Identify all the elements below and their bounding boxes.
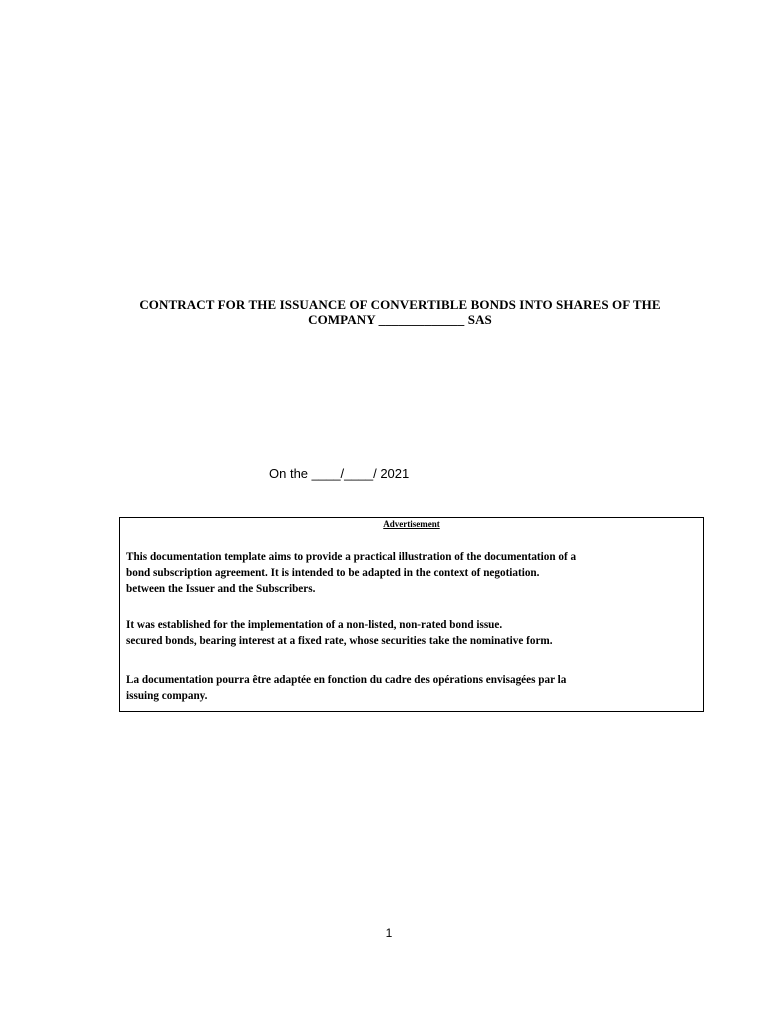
- notice-paragraph-3-line-2: issuing company.: [126, 690, 208, 702]
- document-title-line-2: COMPANY _____________ SAS: [308, 312, 492, 327]
- notice-paragraph-1: [126, 549, 686, 597]
- document-title: [80, 297, 720, 327]
- notice-paragraph-2-line-1: It was established for the implementation of a non-listed, non-rated bond issue.: [126, 619, 503, 631]
- advertisement-notice-box: [119, 517, 704, 712]
- notice-paragraph-1-line-1: This documentation template aims to provide a practical illustration of the documentation of a: [126, 551, 577, 563]
- notice-heading: Advertisement: [383, 519, 440, 529]
- notice-paragraph-2-line-2: secured bonds, bearing interest at a fixed rate, whose securities take the nominative form.: [126, 635, 553, 647]
- notice-paragraph-1-line-2: bond subscription agreement. It is intended to be adapted in the context of negotiation.: [126, 567, 540, 579]
- notice-paragraph-3: [126, 672, 686, 704]
- notice-paragraph-1-line-3: between the Issuer and the Subscribers.: [126, 583, 316, 595]
- notice-paragraph-2: [126, 617, 686, 649]
- date-line: On the ____/____/ 2021: [269, 466, 410, 481]
- page-number: 1: [385, 926, 393, 940]
- notice-paragraph-3-line-1: La documentation pourra être adaptée en fonction du cadre des opérations envisagées par la: [126, 674, 567, 686]
- document-title-line-1: CONTRACT FOR THE ISSUANCE OF CONVERTIBLE BONDS INTO SHARES OF THE: [139, 297, 661, 312]
